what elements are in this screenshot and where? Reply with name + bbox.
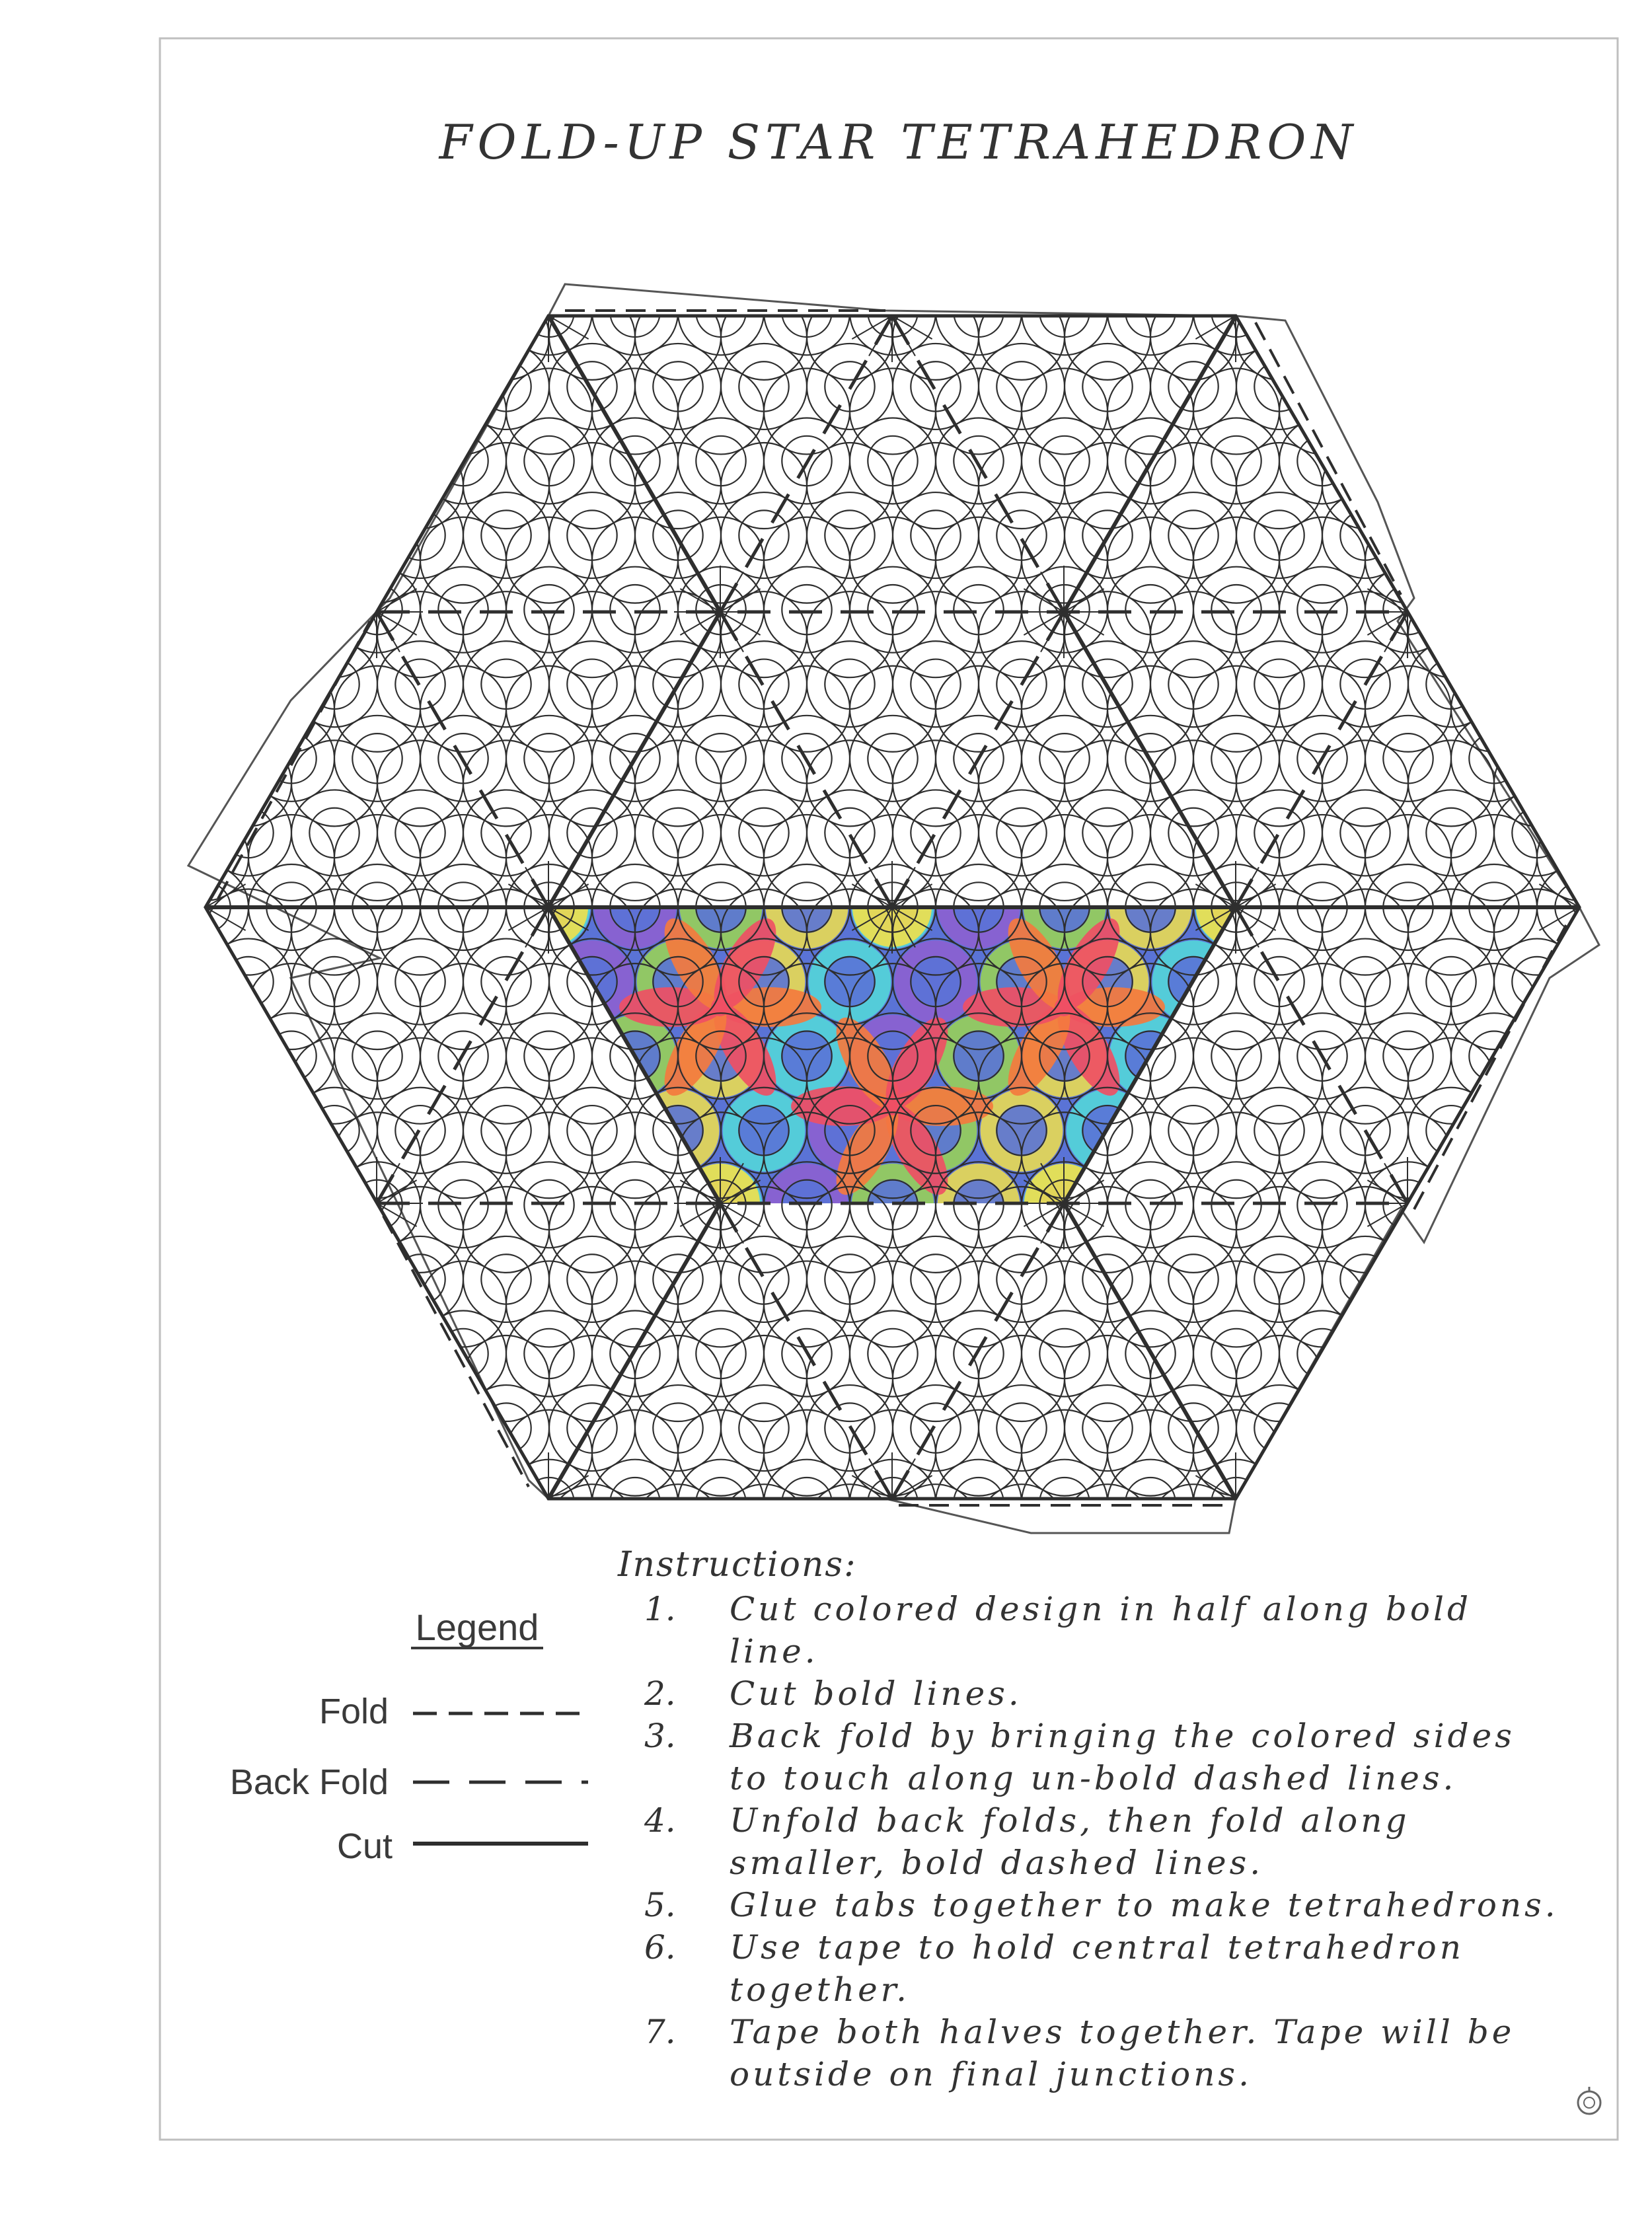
- instruction-step-number: 6.: [644, 1928, 676, 1967]
- legend-heading: Legend: [415, 1606, 539, 1648]
- instructions: [617, 1545, 1559, 2093]
- instruction-step-text: outside on final junctions.: [730, 2055, 1252, 2093]
- fold-line: [1256, 322, 1401, 595]
- legend-label-back-fold: Back Fold: [229, 1762, 389, 1802]
- circle-pattern: [159, 269, 1626, 1570]
- instruction-step-text: Cut colored design in half along bold: [730, 1590, 1472, 1628]
- instruction-step-number: 2.: [644, 1674, 676, 1713]
- instruction-step-text: line.: [730, 1632, 819, 1670]
- instruction-step-text: smaller, bold dashed lines.: [730, 1844, 1264, 1882]
- instruction-step-text: Tape both halves together. Tape will be: [730, 2013, 1515, 2051]
- instruction-step-number: 7.: [644, 2013, 676, 2051]
- page-title: FOLD-UP STAR TETRAHEDRON: [439, 114, 1359, 170]
- legend: [230, 1606, 588, 1866]
- instruction-step-text: Back fold by bringing the colored sides: [730, 1717, 1515, 1755]
- instruction-step-number: 1.: [644, 1590, 676, 1628]
- stamp-logo: [1578, 2087, 1600, 2114]
- instruction-step-number: 3.: [644, 1717, 676, 1755]
- legend-label-fold: Fold: [319, 1692, 389, 1731]
- instruction-step-text: Cut bold lines.: [730, 1674, 1022, 1713]
- instruction-step-text: Glue tabs together to make tetrahedrons.: [730, 1886, 1559, 1924]
- instruction-step-text: together.: [730, 1970, 910, 2009]
- instructions-heading: Instructions:: [618, 1545, 857, 1585]
- instruction-step-text: Use tape to hold central tetrahedron: [730, 1928, 1464, 1967]
- instruction-step-text: Unfold back folds, then fold along: [730, 1801, 1410, 1840]
- instruction-step-text: to touch along un-bold dashed lines.: [730, 1759, 1457, 1797]
- instruction-step-number: 5.: [644, 1886, 676, 1924]
- instruction-step-number: 4.: [644, 1801, 676, 1840]
- legend-label-cut: Cut: [336, 1826, 393, 1866]
